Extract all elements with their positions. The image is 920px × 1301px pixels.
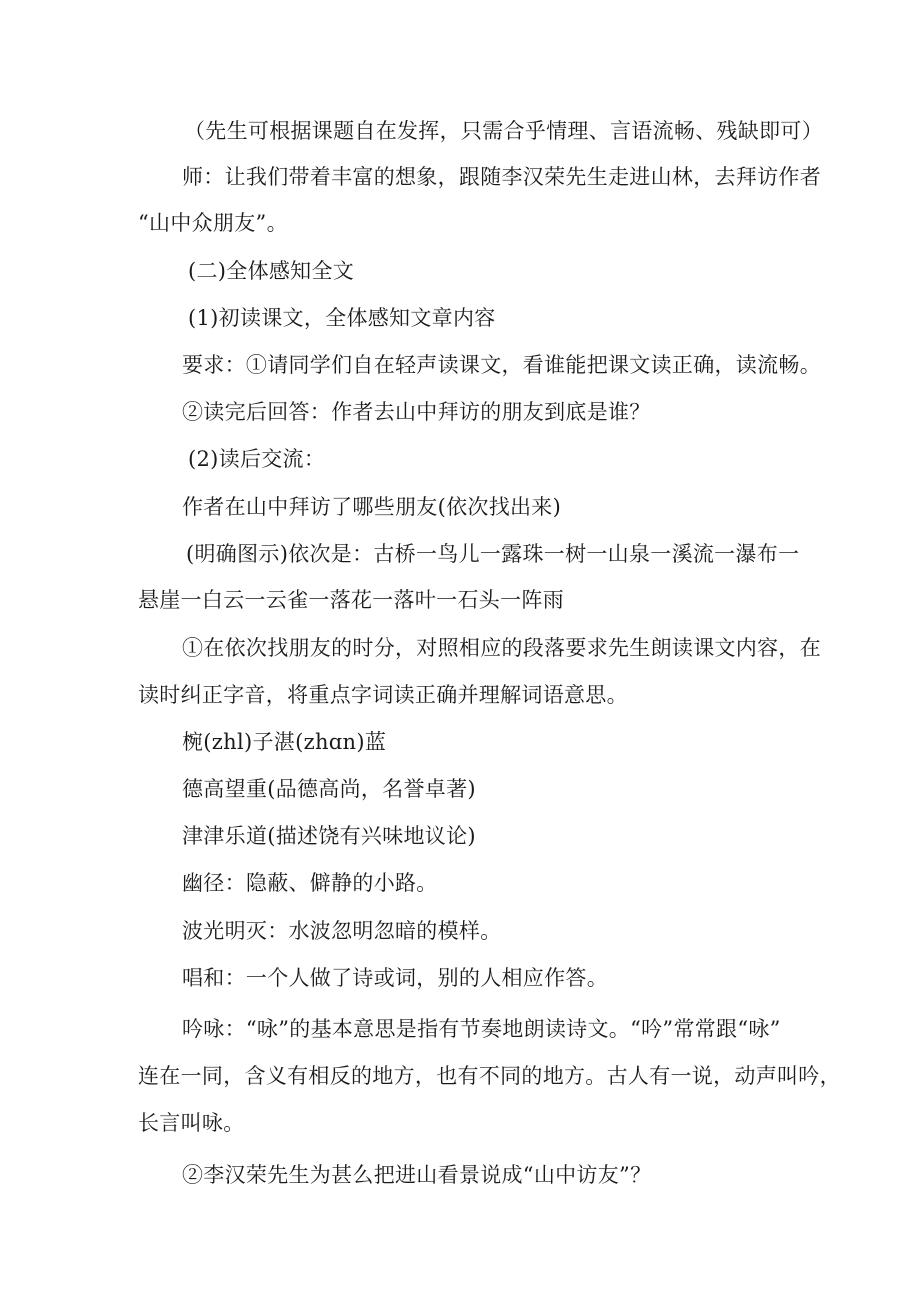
subsection-heading: (2)读后交流： [188, 447, 326, 471]
paragraph-line: 幽径：隐蔽、僻静的小路。 [182, 871, 438, 895]
paragraph-line: 波光明灭：水波忽明忽暗的模样。 [182, 919, 502, 943]
paragraph-line: 长言叫咏。 [138, 1111, 245, 1135]
paragraph-line: 津津乐道(描述饶有兴味地议论) [182, 824, 476, 848]
paragraph-line: ②李汉荣先生为甚么把进山看景说成“山中访友”？ [182, 1163, 652, 1187]
section-heading: (二)全体感知全文 [188, 259, 355, 283]
paragraph-line: 悬崖一白云一云雀一落花一落叶一石头一阵雨 [138, 588, 564, 612]
paragraph-line: 要求：①请同学们自在轻声读课文，看谁能把课文读正确，读流畅。 [182, 353, 821, 377]
paragraph-line: 师：让我们带着丰富的想象，跟随李汉荣先生走进山林，去拜访作者 [182, 165, 821, 189]
paragraph-line: 连在一同，含义有相反的地方，也有不同的地方。古人有一说，动声叫吟， [138, 1064, 841, 1088]
paragraph-line: （先生可根据课题自在发挥，只需合乎情理、言语流畅、残缺即可） [184, 119, 823, 143]
subsection-heading: (1)初读课文，全体感知文章内容 [188, 306, 496, 330]
paragraph-line: “山中众朋友”。 [138, 211, 288, 235]
paragraph-line: 唱和：一个人做了诗或词，别的人相应作答。 [182, 966, 608, 990]
paragraph-line: 作者在山中拜访了哪些朋友(依次找出来) [182, 495, 562, 519]
paragraph-line: 德高望重(品德高尚，名誉卓著) [182, 777, 476, 801]
paragraph-line: 吟咏：“咏”的基本意思是指有节奏地朗读诗文。“吟”常常跟“咏” [182, 1017, 781, 1041]
paragraph-line: 读时纠正字音，将重点字词读正确并理解词语意思。 [138, 683, 628, 707]
paragraph-line: ①在依次找朋友的时分，对照相应的段落要求先生朗读课文内容，在 [182, 636, 821, 660]
paragraph-line: (明确图示)依次是：古桥一鸟儿一露珠一树一山泉一溪流一瀑布一 [186, 542, 800, 566]
paragraph-line: ②读完后回答：作者去山中拜访的朋友到底是谁？ [182, 400, 651, 424]
paragraph-line: 椀(zhl)子湛(zhɑn)蓝 [182, 730, 387, 754]
